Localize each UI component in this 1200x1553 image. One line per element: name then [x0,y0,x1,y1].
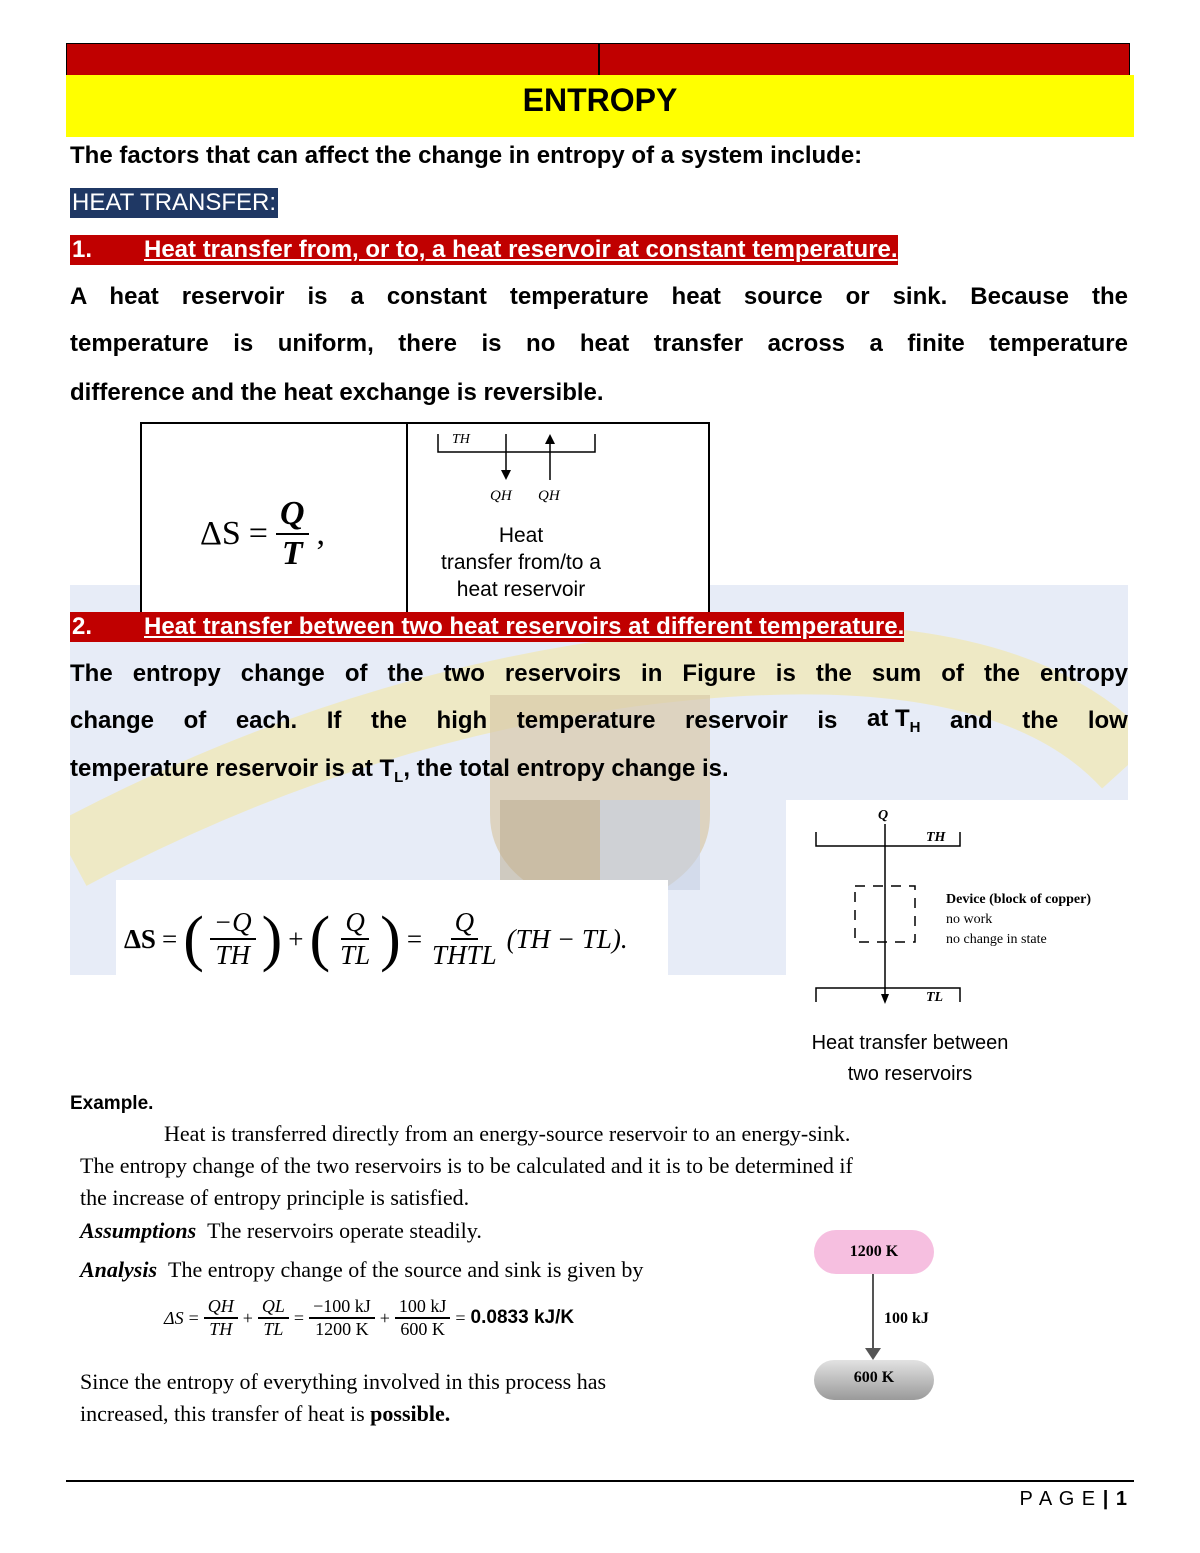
item2-formula [116,880,668,998]
formula-box-divider [406,424,408,614]
line3-pre: temperature reservoir is at T [70,755,395,782]
device-label [946,890,1091,950]
example-formula: ΔS = $\frac{QH}{TH}$ + $\frac{QL}{TL}$ = $\frac{-100 kJ}{1200 K}$ + $\frac{100 kJ}{600 K}$ = 0.0833 kJ/K [164,1296,575,1339]
device-line3: no change in state [946,932,1047,947]
word: at [866,705,889,733]
word: and [950,706,993,734]
item2-number: 2. [72,613,93,640]
item2-heading [70,612,904,642]
item1-diagram-caption [416,522,626,603]
assumptions-label: Assumptions [80,1218,197,1243]
ex-frac4 [395,1296,451,1340]
analysis-label: Analysis [80,1257,158,1282]
word: If [326,706,342,734]
intro-text: The factors that can affect the change in entropy of a system include: [70,142,863,169]
paren-open-icon: ( [183,904,204,973]
ex-frac1 [204,1296,238,1340]
ex-frac3 [309,1296,375,1340]
item1-formula-num: Q [276,495,309,535]
item1-caption-line3: heat reservoir [456,578,586,601]
example-line3: the increase of entropy principle is satisfied. [80,1185,470,1210]
page-indicator [1019,1488,1128,1511]
ex-frac2 [258,1296,289,1340]
item2-para-line1: The entropy change of the two reservoirs in Figure is the sum of the entropy [70,660,1128,687]
word: reservoir [685,706,788,734]
hot-reservoir-cloud: 1200 K [814,1230,934,1274]
assumptions-text: The reservoirs operate steadily. [207,1218,482,1243]
word: the [370,706,407,734]
item2-diagram-th: TH [926,830,946,845]
analysis-text: The entropy change of the source and sink is given by [168,1257,644,1282]
conclusion-line1: Since the entropy of everything involved in this process has [80,1369,607,1394]
item1-formula-tail: , [316,515,326,552]
page-number: | 1 [1102,1488,1128,1510]
item2-formula-lhs: ΔS [124,923,156,954]
footer-rule [66,1480,1134,1482]
item2-caption-line2: two reservoirs [847,1063,973,1085]
paren-close-icon: ) [261,904,283,973]
item2-frac2-num: Q [341,907,369,940]
item1-caption-line1: Heat [498,524,544,547]
tl-sub: L [394,768,404,786]
item2-frac3-den: THTL [432,940,497,970]
item2-frac2 [336,907,374,971]
ex-frac1-den: TH [209,1319,233,1339]
item1-diagram-th: TH [452,432,470,447]
word: temperature [516,706,656,734]
item2-formula-eq2: = [406,923,423,954]
item1-para-line2: temperature is uniform, there is no heat transfer across a finite temperature [70,330,1128,357]
word: high [436,706,488,734]
example-label: Example. [70,1093,154,1114]
item1-diagram-qh-left: QH [490,488,512,504]
paren-close-icon: ) [380,904,401,973]
ex-formula-lhs: ΔS [164,1307,184,1328]
device-line2: no work [946,912,993,927]
item2-formula-eq: = [161,923,178,954]
item1-diagram-qh-right: QH [538,488,560,504]
th-base: T [894,705,910,733]
header-divider [598,44,600,75]
item2-diagram-tl: TL [926,990,944,1005]
ex-frac1-num: QH [204,1296,238,1319]
item1-para-line1: A heat reservoir is a constant temperature heat source or sink. Because the [70,283,1128,310]
conclusion-line2-pre: increased, this transfer of heat is [80,1401,371,1426]
item2-frac3 [428,907,501,971]
ex-formula-result: 0.0833 kJ/K [470,1307,575,1328]
paren-open-icon: ( [309,904,331,973]
word: each. [235,706,298,734]
item2-frac2-den: TL [340,940,371,970]
item2-heading-text: Heat transfer between two heat reservoirs at different temperature. [144,613,905,640]
item1-formula-den: T [281,535,303,572]
cold-reservoir-cloud: 600 K [814,1360,934,1400]
example-line2: The entropy change of the two reservoirs is to be calculated and it is to be determined if [80,1153,853,1178]
item2-diagram-q: Q [878,808,889,823]
word: change [70,706,155,734]
ex-frac4-den: 600 K [400,1319,445,1339]
item1-formula [200,495,325,573]
header-bar [66,43,1130,76]
line3-post: , the total entropy change is. [403,755,729,782]
header-exam: PET-2023 [1024,3,1122,28]
device-line1: Device (block of copper) [946,892,1092,907]
item1-number: 1. [72,236,93,263]
ex-frac3-den: 1200 K [315,1319,369,1339]
item2-caption-line1: Heat transfer between [811,1032,1009,1054]
th-symbol [867,705,921,736]
assumptions-line [80,1218,482,1244]
item2-diagram-caption [790,1028,1030,1090]
item2-para-line3 [70,755,729,786]
item2-frac3-num: Q [451,907,479,940]
conclusion-line2-bold: possible. [370,1401,451,1426]
word: the [1022,706,1059,734]
item2-formula-plus: + [288,923,304,954]
th-sub: H [909,718,921,736]
ex-frac2-den: TL [263,1319,284,1339]
item1-formula-eq: = [248,515,268,552]
page-title: ENTROPY [66,75,1134,137]
item2-frac1 [210,907,256,971]
item2-frac1-num: −Q [210,907,256,940]
header-subject: PHYSICS [72,3,169,28]
item1-heading [70,235,898,265]
ex-frac4-num: 100 kJ [395,1296,451,1319]
word: is [817,706,838,734]
word: of [183,706,207,734]
heat-flow-arrow-line [872,1274,874,1354]
item1-heading-text: Heat transfer from, or to, a heat reservoir at constant temperature. [144,236,898,263]
example-line1: Heat is transferred directly from an energy-source reservoir to an energy-sink. [164,1121,851,1146]
analysis-line [80,1257,643,1283]
word: low [1087,706,1128,734]
item1-formula-lhs: ΔS [200,515,241,552]
ex-frac3-num: −100 kJ [309,1296,375,1319]
item2-formula-tail: (TH − TL). [506,923,628,954]
item2-para-line2 [70,697,1128,744]
item1-caption-line2: transfer from/to a [441,551,601,574]
arrow-down-icon [865,1348,881,1360]
heat-amount-label: 100 kJ [884,1310,929,1327]
conclusion-text [80,1366,606,1430]
item1-formula-frac [276,495,309,573]
example-text [80,1118,1060,1214]
page-label: P A G E [1019,1488,1097,1510]
section-heading: HEAT TRANSFER: [72,189,277,216]
item1-para-line3: difference and the heat exchange is reversible. [70,379,604,406]
item2-frac1-den: TH [215,940,250,970]
ex-frac2-num: QL [258,1296,289,1319]
